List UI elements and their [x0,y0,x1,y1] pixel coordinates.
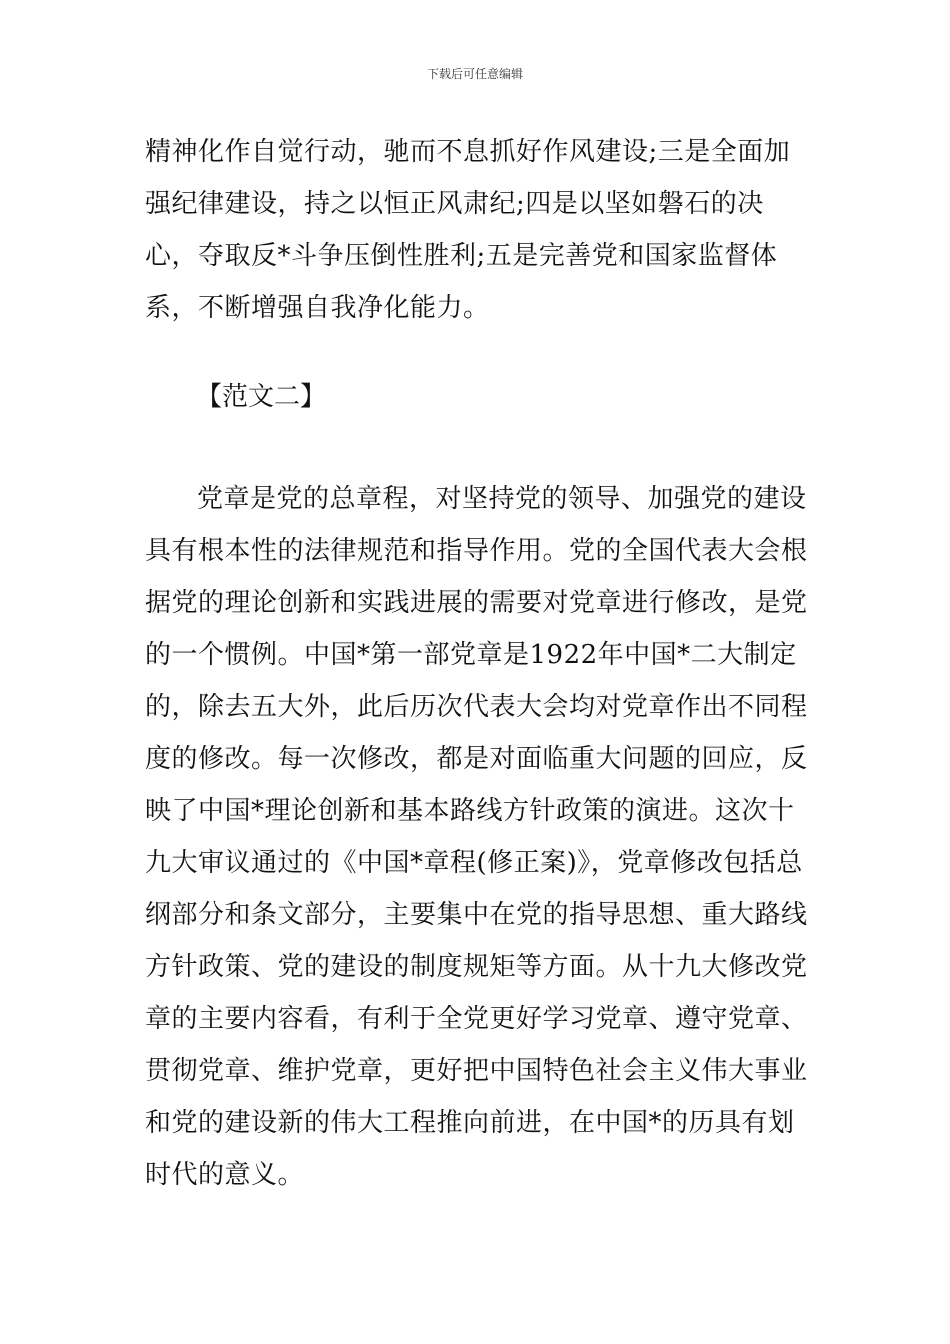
page-header-note: 下载后可任意编辑 [426,67,523,81]
section-heading: 【范文二】 [196,382,327,412]
body-paragraph-1: 精神化作自觉行动，驰而不息抓好作风建设;三是全面加强纪律建设，持之以恒正风肃纪;四是以坚如磐石的决心，夺取反*斗争压倒性胜利;五是完善党和国家监督体系，不断增强自我净化能力。 [145,137,791,323]
body-paragraph-2: 党章是党的总章程，对坚持党的领导、加强党的建设具有根本性的法律规范和指导作用。党的全国代表大会根据党的理论创新和实践进展的需要对党章进行修改，是党的一个惯例。中国*第一部党章是1922年中国*二大制定的，除去五大外，此后历次代表大会均对党章作出不同程度的修改。每一次修改，都是对面临重大问题的回应，反映了中国*理论创新和基本路线方针政策的演进。这次十九大审议通过的《中国*章程(修正案)》，党章修改包括总纲部分和条文部分，主要集中在党的指导思想、重大路线方针政策、党的建设的制度规矩等方面。从十九大修改党章的主要内容看，有利于全党更好学习党章、遵守党章、贯彻党章、维护党章，更好把中国特色社会主义伟大事业和党的建设新的伟大工程推向前进，在中国*的历具有划时代的意义。 [145,484,808,1190]
